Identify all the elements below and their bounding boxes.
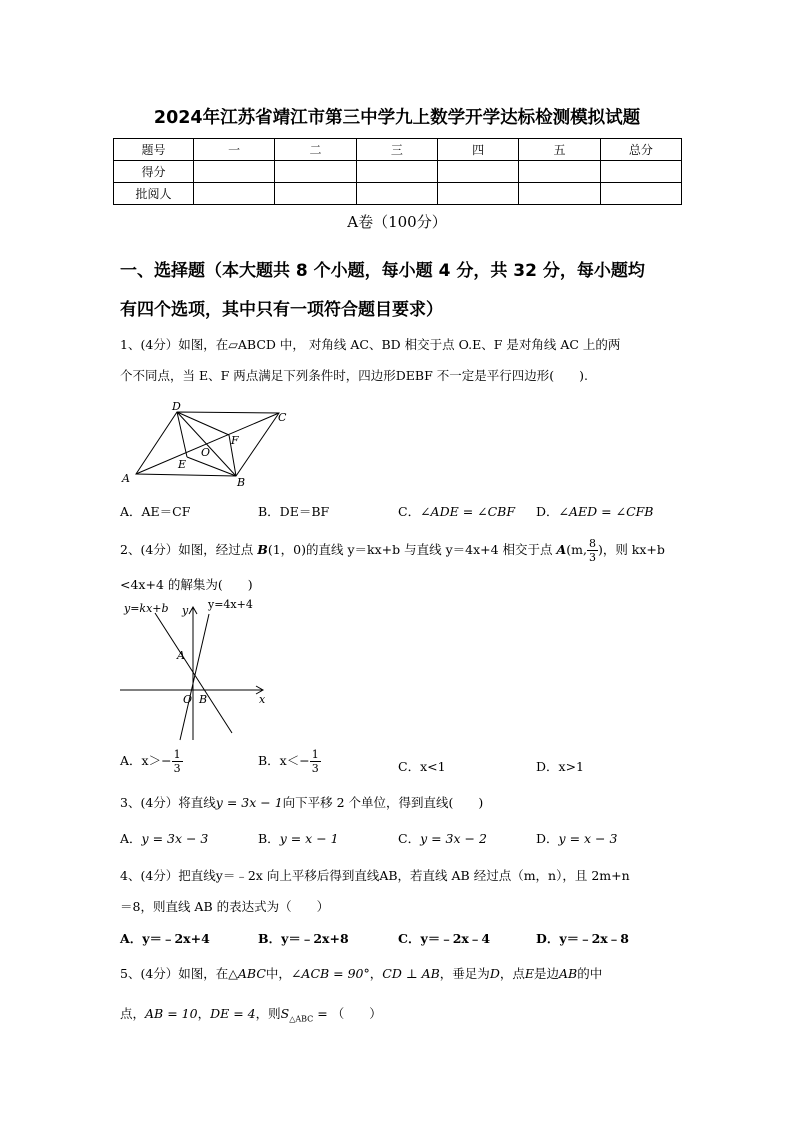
q5-line1: 5、(4分）如图，在△ABC中，∠ACB = 90°，CD ⊥ AB，垂足为D，点E是边AB的中 [120, 966, 603, 981]
label-y-axis: y [182, 604, 189, 617]
q1-option-a: A．AE＝CF [120, 504, 191, 519]
label-origin: O [183, 693, 193, 706]
table-cell: 批阅人 [114, 183, 194, 205]
q4-line1: 4、(4分）把直线y＝﹣2x 向上平移后得到直线AB，若直线 AB 经过点（m，n），且 2m+n [120, 868, 630, 883]
label-x-axis: x [259, 693, 266, 706]
q3-option-d: D．y = x − 3 [536, 831, 618, 846]
q2-line1: 2、(4分）如图，经过点 B(1，0)的直线 y＝kx+b 与直线 y＝4x+4 相交于点 A(m, $\frac{8}{3}$ )，则 kx+b [120, 537, 665, 564]
q3-option-a: A．y = 3x − 3 [120, 831, 209, 846]
label-a: A [122, 472, 130, 485]
q5-line2: 点，AB = 10，DE = 4，则$S_{\triangle ABC}$ = （ ） [120, 1006, 382, 1024]
part1-heading-line1: 一、选择题（本大题共 8 个小题，每小题 4 分，共 32 分，每小题均 [120, 261, 645, 281]
q1-option-b: B．DE＝BF [258, 504, 330, 519]
q4-option-b: B．y＝﹣2x+8 [258, 931, 349, 946]
q1-option-d: D．∠AED = ∠CFB [536, 504, 654, 519]
label-e: E [178, 458, 187, 471]
q3-option-c: C．y = 3x − 2 [398, 831, 487, 846]
table-cell: 总分 [600, 139, 681, 161]
q2-option-c: C．x<1 [398, 759, 446, 774]
part1-heading-line2: 有四个选项，其中只有一项符合题目要求） [120, 300, 443, 320]
table-cell: 四 [437, 139, 518, 161]
table-cell: 一 [194, 139, 275, 161]
fraction: $\frac{8}{3}$ [588, 537, 596, 564]
label-c: C [278, 411, 287, 424]
q1-line2: 个不同点，当 E、F 两点满足下列条件时，四边形DEBF 不一定是平行四边形( ). [120, 368, 588, 383]
q2-option-d: D．x>1 [536, 759, 584, 774]
q3-line1: 3、(4分）将直线y = 3x − 1向下平移 2 个单位，得到直线( ) [120, 795, 484, 810]
table-cell: 三 [356, 139, 437, 161]
label-line-4x-4: y=4x+4 [208, 598, 253, 611]
table-cell: 得分 [114, 161, 194, 183]
q4-option-c: C．y＝﹣2x﹣4 [398, 931, 491, 946]
q2-line2: <4x+4 的解集为( ) [120, 577, 253, 592]
q2-option-b: B．x＜− $\frac{1}{3}$ [258, 748, 319, 775]
q4-line2: ＝8，则直线 AB 的表达式为（ ） [120, 899, 330, 914]
label-point-a: A [177, 649, 185, 662]
label-b: B [237, 476, 246, 489]
q1-option-c: C．∠ADE = ∠CBF [398, 504, 516, 519]
label-point-b: B [199, 693, 208, 706]
label-o: O [201, 446, 211, 459]
label-d: D [172, 400, 181, 413]
q2-option-a: A．x＞− $\frac{1}{3}$ [120, 748, 181, 775]
line-4x-4 [180, 614, 209, 740]
table-cell: 五 [519, 139, 600, 161]
q1-line1: 1、(4分）如图，在▱ABCD 中， 对角线 AC、BD 相交于点 O.E、F 是对角线 AC 上的两 [120, 337, 621, 352]
table-cell: 二 [275, 139, 356, 161]
q4-option-a: A．y＝﹣2x+4 [120, 931, 210, 946]
q4-option-d: D．y＝﹣2x﹣8 [536, 931, 629, 946]
q3-option-b: B．y = x − 1 [258, 831, 339, 846]
section-a-heading: A卷（100分） [347, 213, 447, 231]
table-cell: 题号 [114, 139, 194, 161]
label-f: F [231, 434, 239, 447]
page-title: 2024年江苏省靖江市第三中学九上数学开学达标检测模拟试题 [153, 108, 641, 128]
label-line-kx-b: y=kx+b [124, 602, 169, 615]
